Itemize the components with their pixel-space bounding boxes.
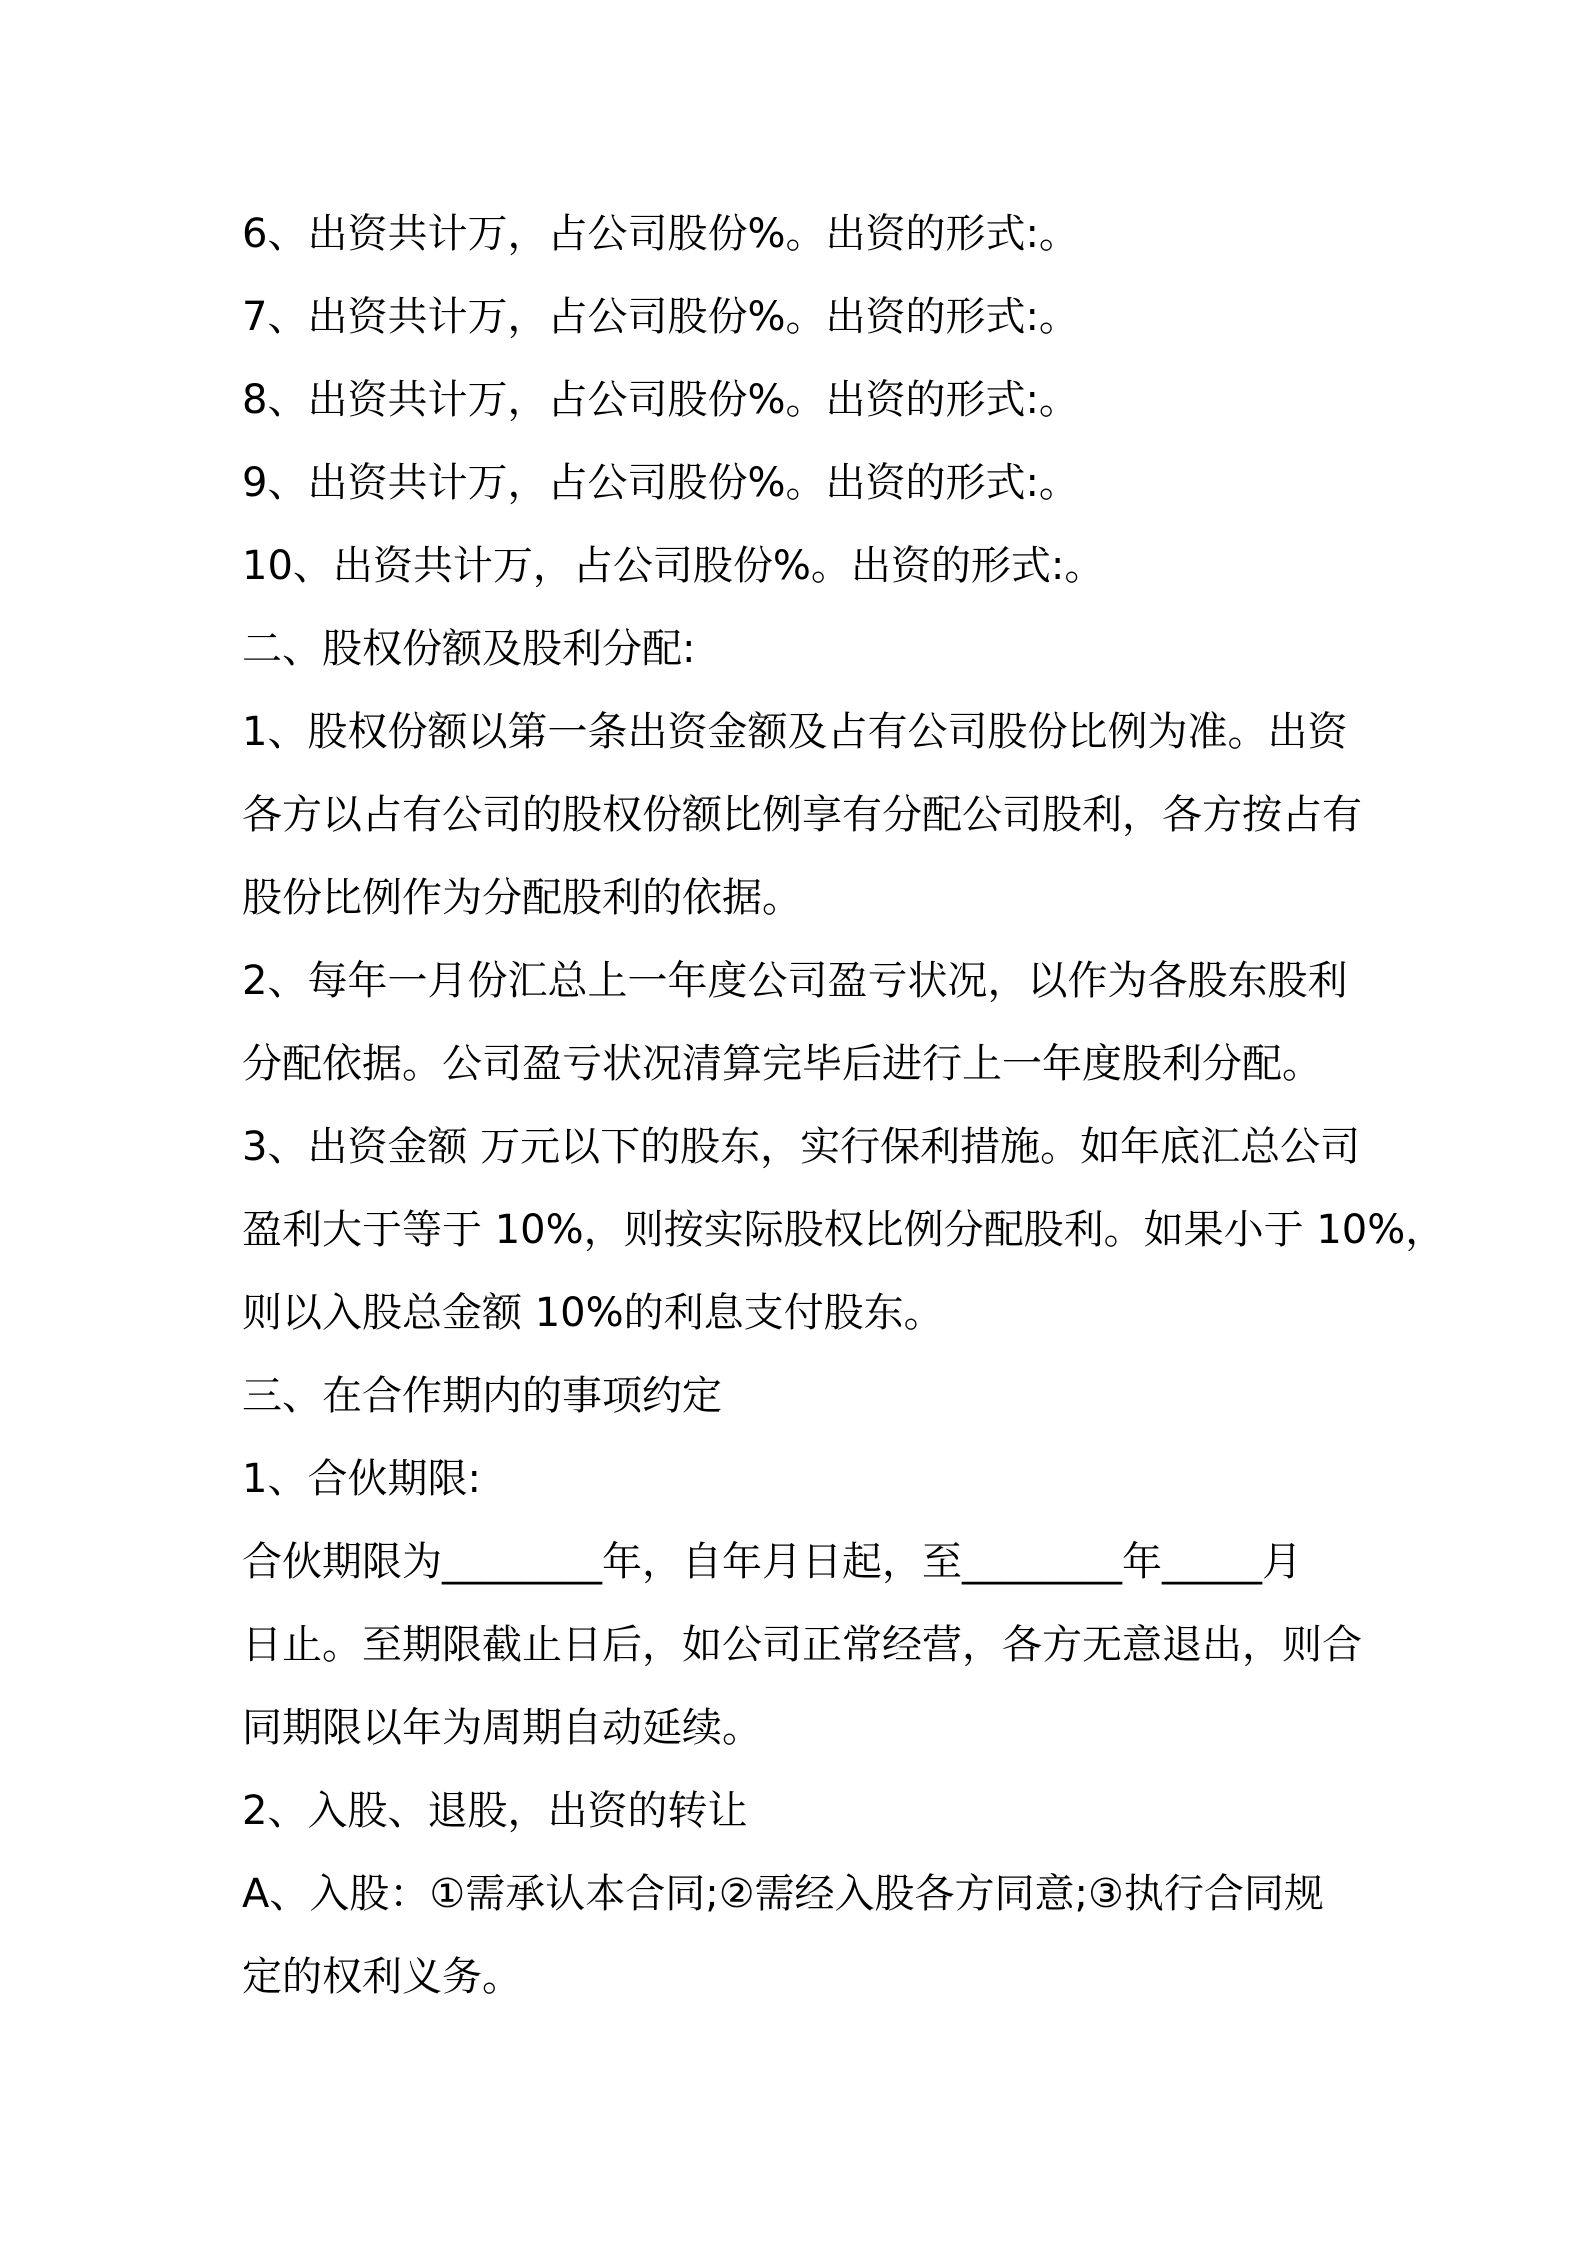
- text-line: 合伙期限为________年，自年月日起，至________年_____月: [242, 1539, 1302, 1585]
- text-line: 1、合伙期限:: [242, 1456, 481, 1502]
- document-body: [242, 193, 1446, 2019]
- text-line: 3、出资金额 万元以下的股东，实行保利措施。如年底汇总公司: [242, 1124, 1361, 1170]
- text-line: 2、入股、退股，出资的转让: [242, 1788, 748, 1834]
- text-line: 9、出资共计万，占公司股份%。出资的形式:。: [242, 460, 1079, 506]
- text-line: 股份比例作为分配股利的依据。: [242, 875, 802, 921]
- text-line: 6、出资共计万，占公司股份%。出资的形式:。: [242, 211, 1079, 257]
- text-line: 各方以占有公司的股权份额比例享有分配公司股利，各方按占有: [242, 792, 1362, 838]
- text-line: 分配依据。公司盈亏状况清算完毕后进行上一年度股利分配。: [242, 1041, 1322, 1087]
- text-line: 10、出资共计万，占公司股份%。出资的形式:。: [242, 543, 1105, 589]
- text-line: 2、每年一月份汇总上一年度公司盈亏状况，以作为各股东股利: [242, 958, 1348, 1004]
- text-line: 1、股权份额以第一条出资金额及占有公司股份比例为准。出资: [242, 709, 1348, 755]
- text-line: 7、出资共计万，占公司股份%。出资的形式:。: [242, 294, 1079, 340]
- section-heading: 二、股权份额及股利分配:: [242, 626, 696, 672]
- text-line: 盈利大于等于 10%，则按实际股权比例分配股利。如果小于 10%，: [242, 1207, 1446, 1253]
- text-line: 定的权利义务。: [242, 1954, 522, 2000]
- text-line: 则以入股总金额 10%的利息支付股东。: [242, 1290, 944, 1336]
- text-line: 日止。至期限截止日后，如公司正常经营，各方无意退出，则合: [242, 1622, 1362, 1668]
- text-line: 同期限以年为周期自动延续。: [242, 1705, 762, 1751]
- section-heading: 三、在合作期内的事项约定: [242, 1373, 722, 1419]
- text-line: A、入股：①需承认本合同;②需经入股各方同意;③执行合同规: [242, 1871, 1324, 1917]
- text-line: 8、出资共计万，占公司股份%。出资的形式:。: [242, 377, 1079, 423]
